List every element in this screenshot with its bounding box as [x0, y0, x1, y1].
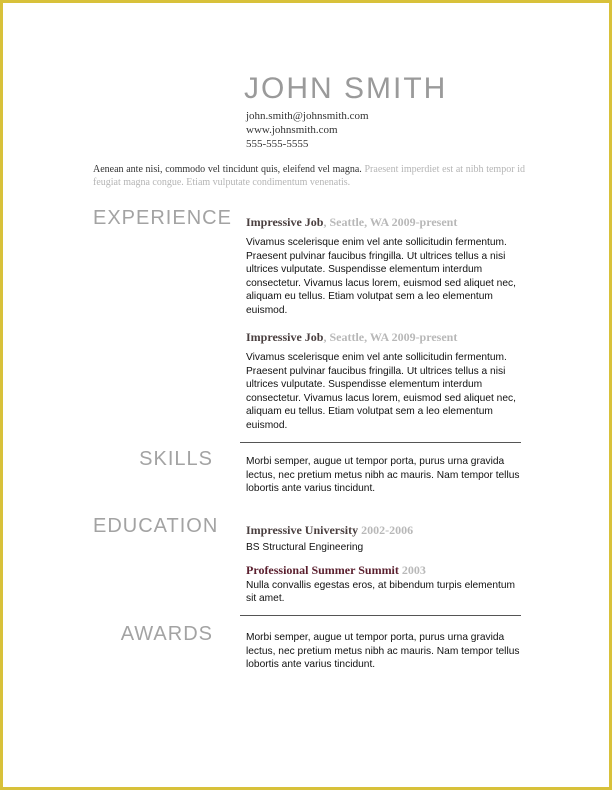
skills-text: Morbi semper, augue ut tempor porta, purus urna gravida lectus, nec pretium metus nibh ac mauris. Nam tempor tellus lobortis ante varius tincidunt.	[246, 456, 520, 495]
intro-light-text: Praesent imperdiet est at nibh tempor id feugiat magna congue. Etiam vulputate condimentum venenatis.	[93, 164, 526, 188]
intro-paragraph	[93, 163, 525, 189]
school-years: 2002-2006	[358, 523, 414, 537]
job-description: Vivamus scelerisque enim vel ante sollicitudin fermentum. Praesent pulvinar faucibus fringilla. Ut ultrices tellus a nisi ultrices vulputate. Suspendisse elementum interdum consectetur. Vivamus lacus lorem, euismod sed aliquet nec, aliquam eu tellus. Etiam volutpat sem a leo elementum euismod.	[246, 237, 516, 316]
skills-heading: SKILLS	[139, 448, 213, 470]
event-text: Nulla convallis egestas eros, at bibendum turpis elementum sit amet.	[246, 579, 515, 605]
job-title: Impressive Job	[246, 330, 324, 344]
website-text: www.johnsmith.com	[246, 124, 338, 136]
phone-text: 555-555-5555	[246, 138, 309, 150]
education-heading: EDUCATION	[93, 515, 219, 537]
section-divider	[240, 615, 521, 616]
resume-name: JOHN SMITH	[244, 72, 448, 105]
intro-dark-text: Aenean ante nisi, commodo vel tincidunt quis, eleifend vel magna.	[93, 164, 362, 175]
event-title: Professional Summer Summit	[246, 562, 399, 577]
job-heading	[246, 214, 522, 230]
awards-heading: AWARDS	[120, 623, 213, 645]
job-meta: , Seattle, WA 2009-present	[323, 330, 458, 344]
degree-text: BS Structural Engineering	[246, 542, 364, 553]
experience-job-2	[246, 329, 522, 433]
school-name: Impressive University	[246, 523, 359, 537]
job-meta: , Seattle, WA 2009-present	[323, 215, 458, 229]
experience-heading: EXPERIENCE	[93, 207, 232, 229]
event-heading	[246, 562, 522, 578]
school-heading	[246, 522, 522, 538]
event-year: 2003	[398, 562, 426, 577]
email-text: john.smith@johnsmith.com	[246, 110, 369, 122]
awards-text: Morbi semper, augue ut tempor porta, purus urna gravida lectus, nec pretium metus nibh ac mauris. Nam tempor tellus lobortis ante varius tincidunt.	[246, 632, 520, 671]
job-title: Impressive Job	[246, 215, 324, 229]
section-divider	[240, 442, 521, 443]
contact-info	[246, 109, 369, 151]
experience-job-1	[246, 214, 522, 318]
job-description: Vivamus scelerisque enim vel ante sollicitudin fermentum. Praesent pulvinar faucibus fringilla. Ut ultrices tellus a nisi ultrices vulputate. Suspendisse elementum interdum consectetur. Vivamus lacus lorem, euismod sed aliquet nec, aliquam eu tellus. Etiam volutpat sem a leo elementum euismod.	[246, 352, 516, 431]
job-heading	[246, 329, 522, 345]
education-block	[246, 522, 522, 606]
